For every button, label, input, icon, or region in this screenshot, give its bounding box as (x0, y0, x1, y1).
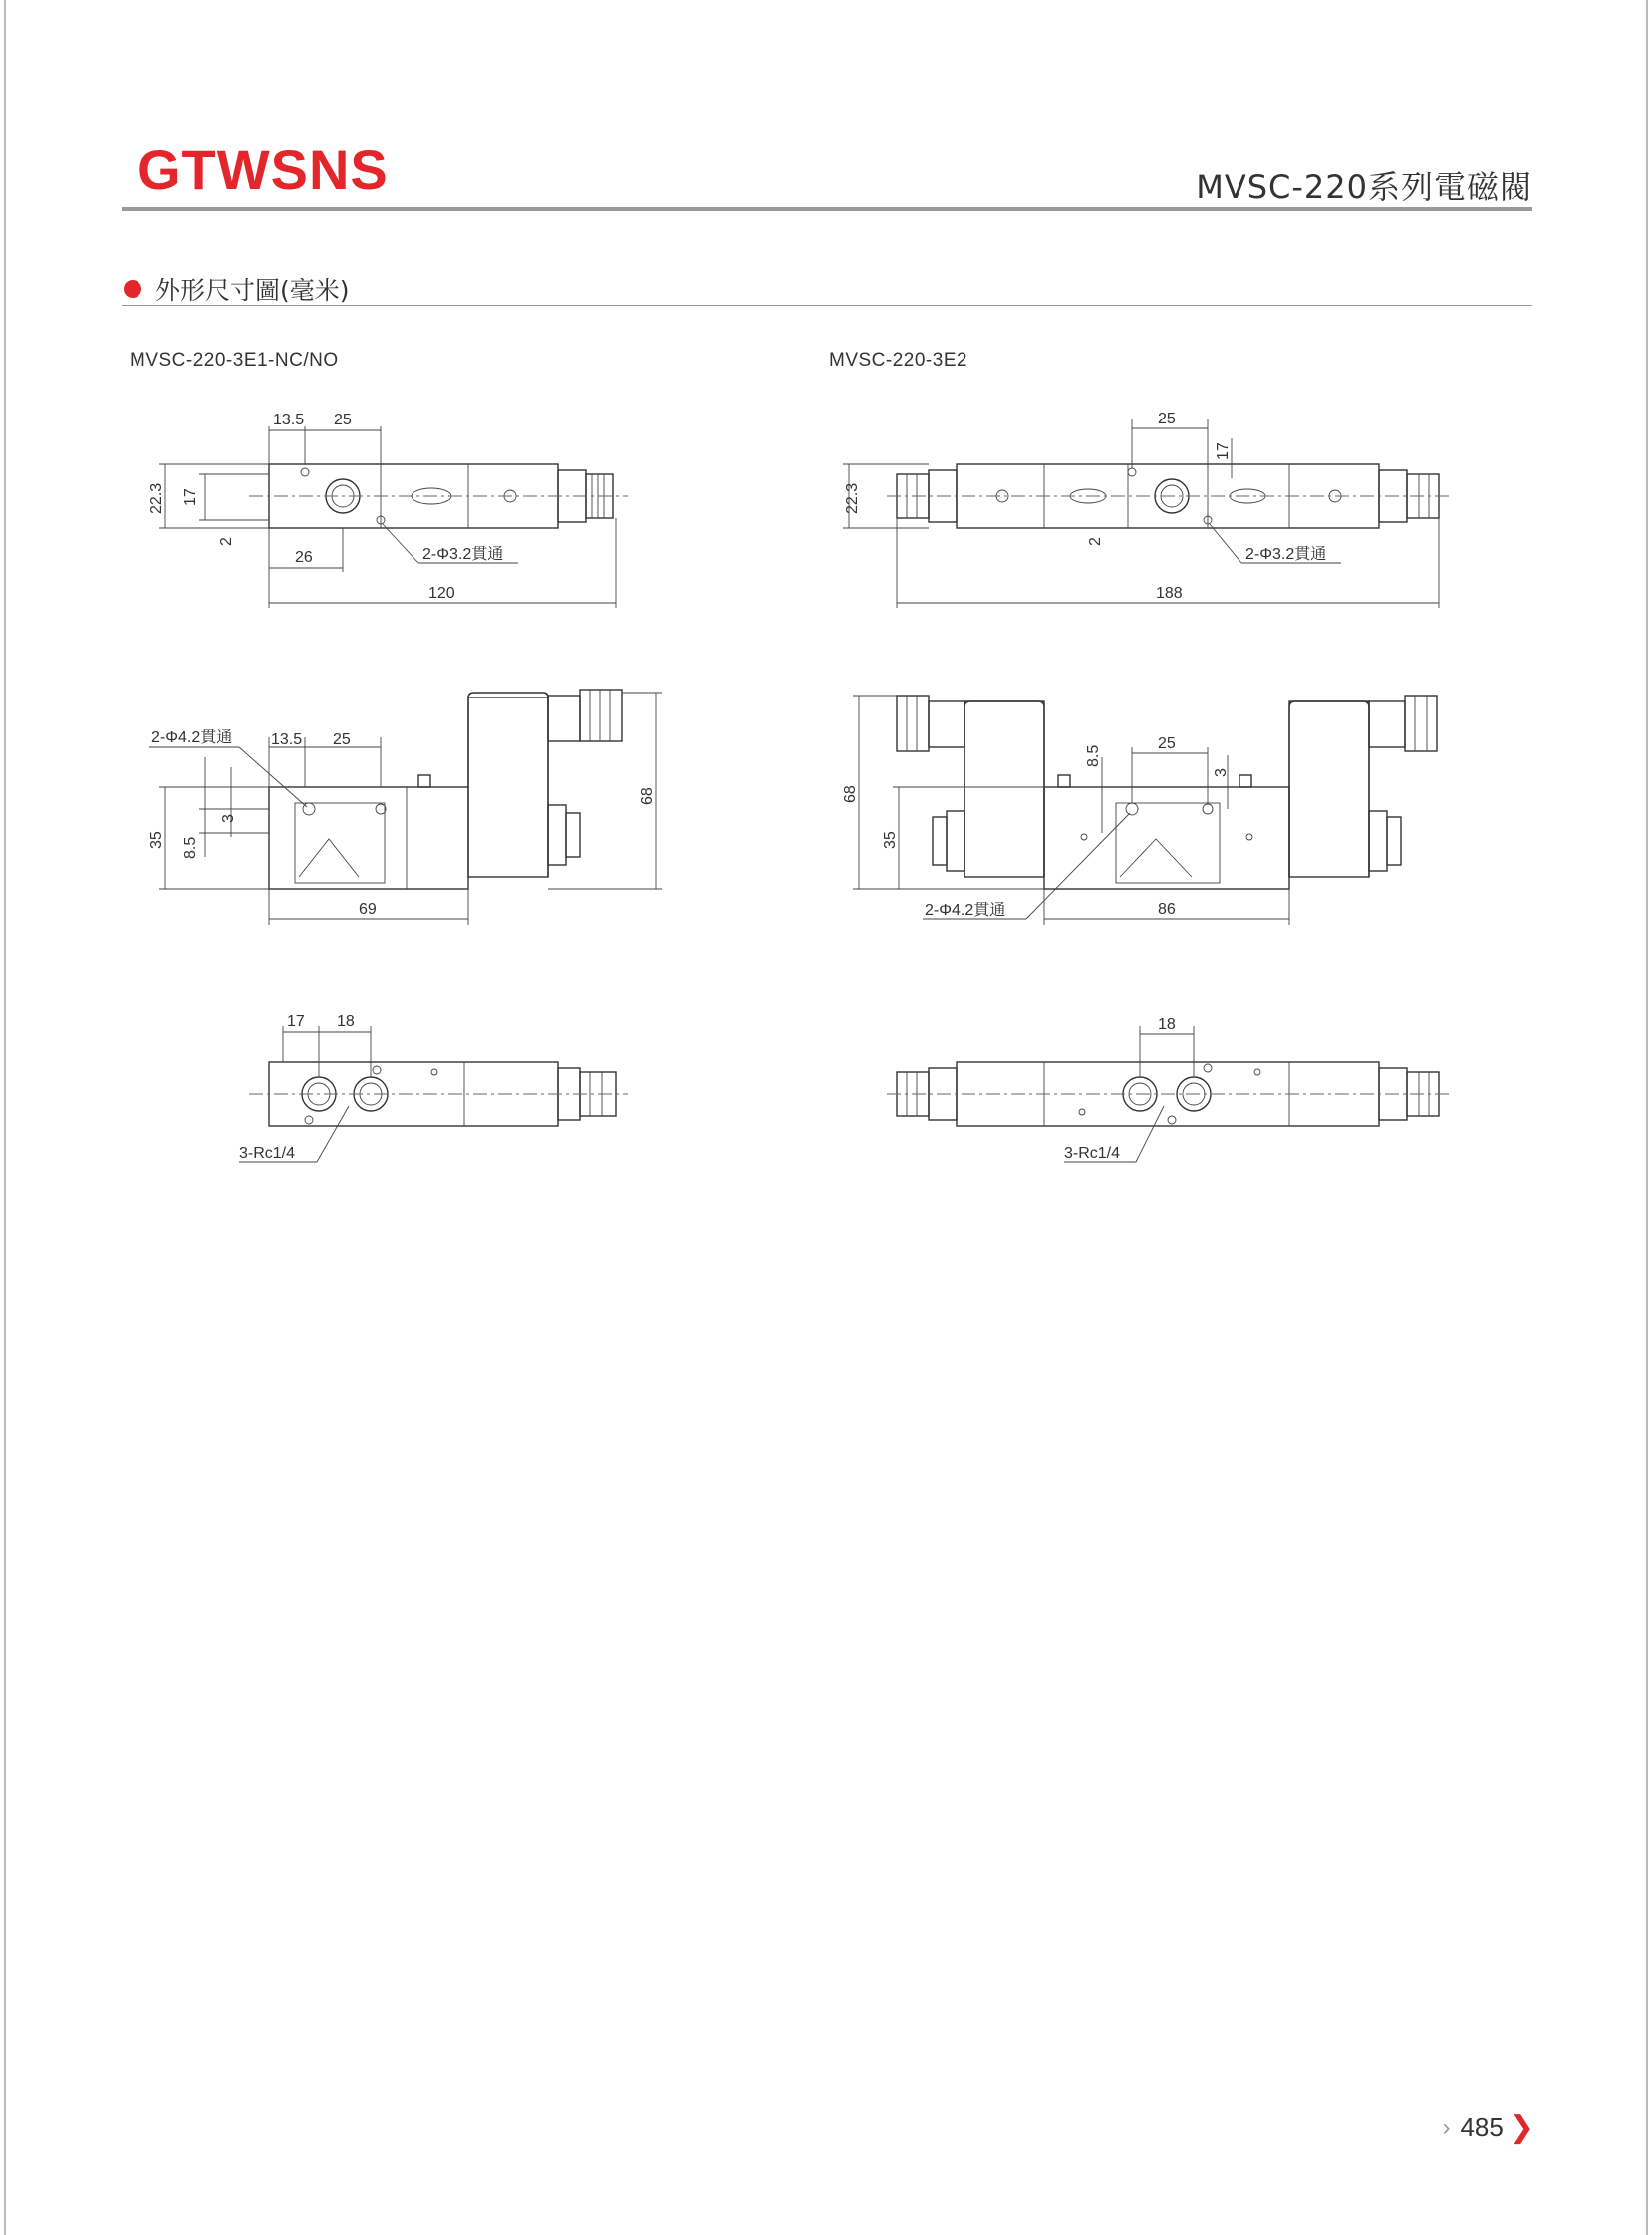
chevron-right-icon: ❯ (1509, 2111, 1534, 2144)
chevron-left-icon: › (1442, 2113, 1451, 2141)
dim-right-bot-18: 18 (1158, 1016, 1176, 1033)
dim-left-side-a: 13.5 (271, 731, 303, 748)
dim-right-port: 3-Rc1/4 (1064, 1145, 1121, 1162)
series-title: MVSC-220系列電磁閥 (1196, 168, 1532, 206)
right-side-view (842, 696, 1437, 925)
dim-left-top-b: 25 (334, 412, 352, 428)
section-title: 外形尺寸圖(毫米) (155, 276, 350, 305)
brand-logo: GTWSNS (138, 139, 389, 201)
dim-right-side-hole: 2-Φ4.2貫通 (925, 902, 1006, 919)
dim-left-side-85: 8.5 (182, 836, 199, 859)
dim-left-side-68: 68 (639, 787, 656, 805)
dim-left-bot-18: 18 (337, 1013, 355, 1030)
dim-left-h-outer: 22.3 (148, 482, 165, 514)
dim-left-side-hole: 2-Φ4.2貫通 (151, 729, 233, 746)
dim-left-w26: 26 (295, 549, 313, 566)
left-bottom-view (239, 1013, 628, 1162)
dim-left-top-a: 13.5 (273, 412, 305, 428)
model-label-right: MVSC-220-3E2 (829, 350, 968, 371)
dim-left-gap: 2 (218, 537, 235, 546)
dim-right-side-25: 25 (1158, 735, 1176, 752)
dim-right-top-17: 17 (1215, 442, 1232, 460)
dim-left-side-b: 25 (333, 731, 351, 748)
right-top-view (843, 411, 1451, 608)
dim-right-h-outer: 22.3 (844, 482, 861, 514)
dim-left-length: 120 (428, 585, 455, 602)
model-label-left: MVSC-220-3E1-NC/NO (130, 350, 339, 371)
dim-left-h-inner: 17 (182, 488, 199, 506)
page-number: 485 (1460, 2112, 1504, 2142)
page-footer (1442, 2110, 1534, 2145)
dim-right-length: 188 (1156, 585, 1183, 602)
dim-left-hole: 2-Φ3.2貫通 (422, 546, 504, 563)
left-top-view (148, 412, 628, 608)
dim-right-hole: 2-Φ3.2貫通 (1245, 546, 1327, 563)
dim-left-side-69: 69 (359, 901, 377, 918)
left-side-view (148, 690, 662, 925)
dim-right-top-25: 25 (1158, 411, 1176, 427)
dim-left-port: 3-Rc1/4 (239, 1145, 296, 1162)
dim-left-side-35: 35 (148, 831, 165, 849)
dim-right-side-85: 8.5 (1085, 744, 1102, 767)
right-bottom-view (887, 1016, 1451, 1162)
dim-left-bot-17: 17 (287, 1013, 305, 1030)
dim-left-side-3: 3 (220, 814, 237, 823)
dim-right-side-3: 3 (1213, 768, 1230, 777)
dim-right-side-68: 68 (842, 785, 859, 803)
dim-right-gap: 2 (1087, 537, 1104, 546)
dim-right-side-86: 86 (1158, 901, 1176, 918)
dim-right-side-35: 35 (882, 831, 899, 849)
